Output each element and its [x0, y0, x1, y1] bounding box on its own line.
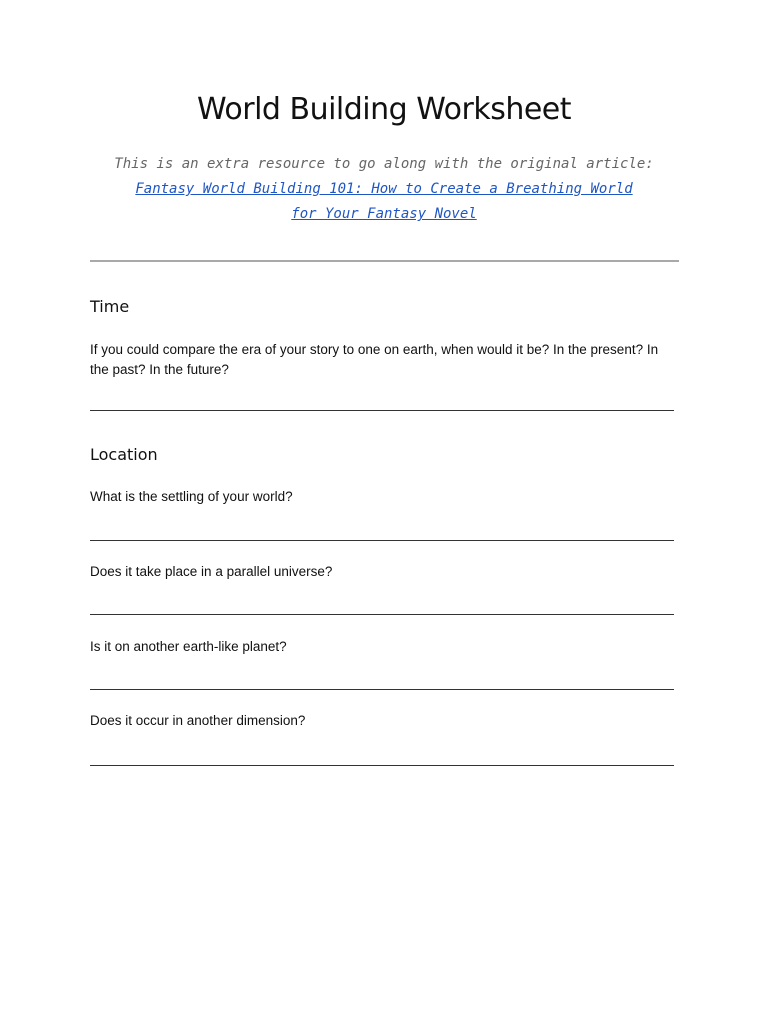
question-era: If you could compare the era of your story to one on earth, when would it be? In the present? In the past? In the future? — [90, 342, 659, 377]
answer-line-parallel-universe[interactable] — [90, 614, 674, 615]
page-title: World Building Worksheet — [196, 92, 572, 127]
question-earth-like-planet: Is it on another earth-like planet? — [90, 639, 287, 654]
article-link-line-2[interactable]: for Your Fantasy Novel — [291, 206, 477, 222]
section-heading-location: Location — [90, 445, 158, 464]
answer-line-era[interactable] — [90, 410, 674, 411]
section-heading-time: Time — [90, 297, 130, 316]
answer-line-earth-like-planet[interactable] — [90, 689, 674, 690]
article-link-line-1[interactable]: Fantasy World Building 101: How to Create a Breathing World — [135, 181, 633, 197]
question-setting: What is the settling of your world? — [90, 489, 293, 504]
question-another-dimension: Does it occur in another dimension? — [90, 713, 306, 728]
header-divider — [90, 260, 679, 262]
answer-line-another-dimension[interactable] — [90, 765, 674, 766]
answer-line-setting[interactable] — [90, 540, 674, 541]
intro-text: This is an extra resource to go along with the original article: — [114, 156, 654, 172]
question-parallel-universe: Does it take place in a parallel universe? — [90, 564, 333, 579]
